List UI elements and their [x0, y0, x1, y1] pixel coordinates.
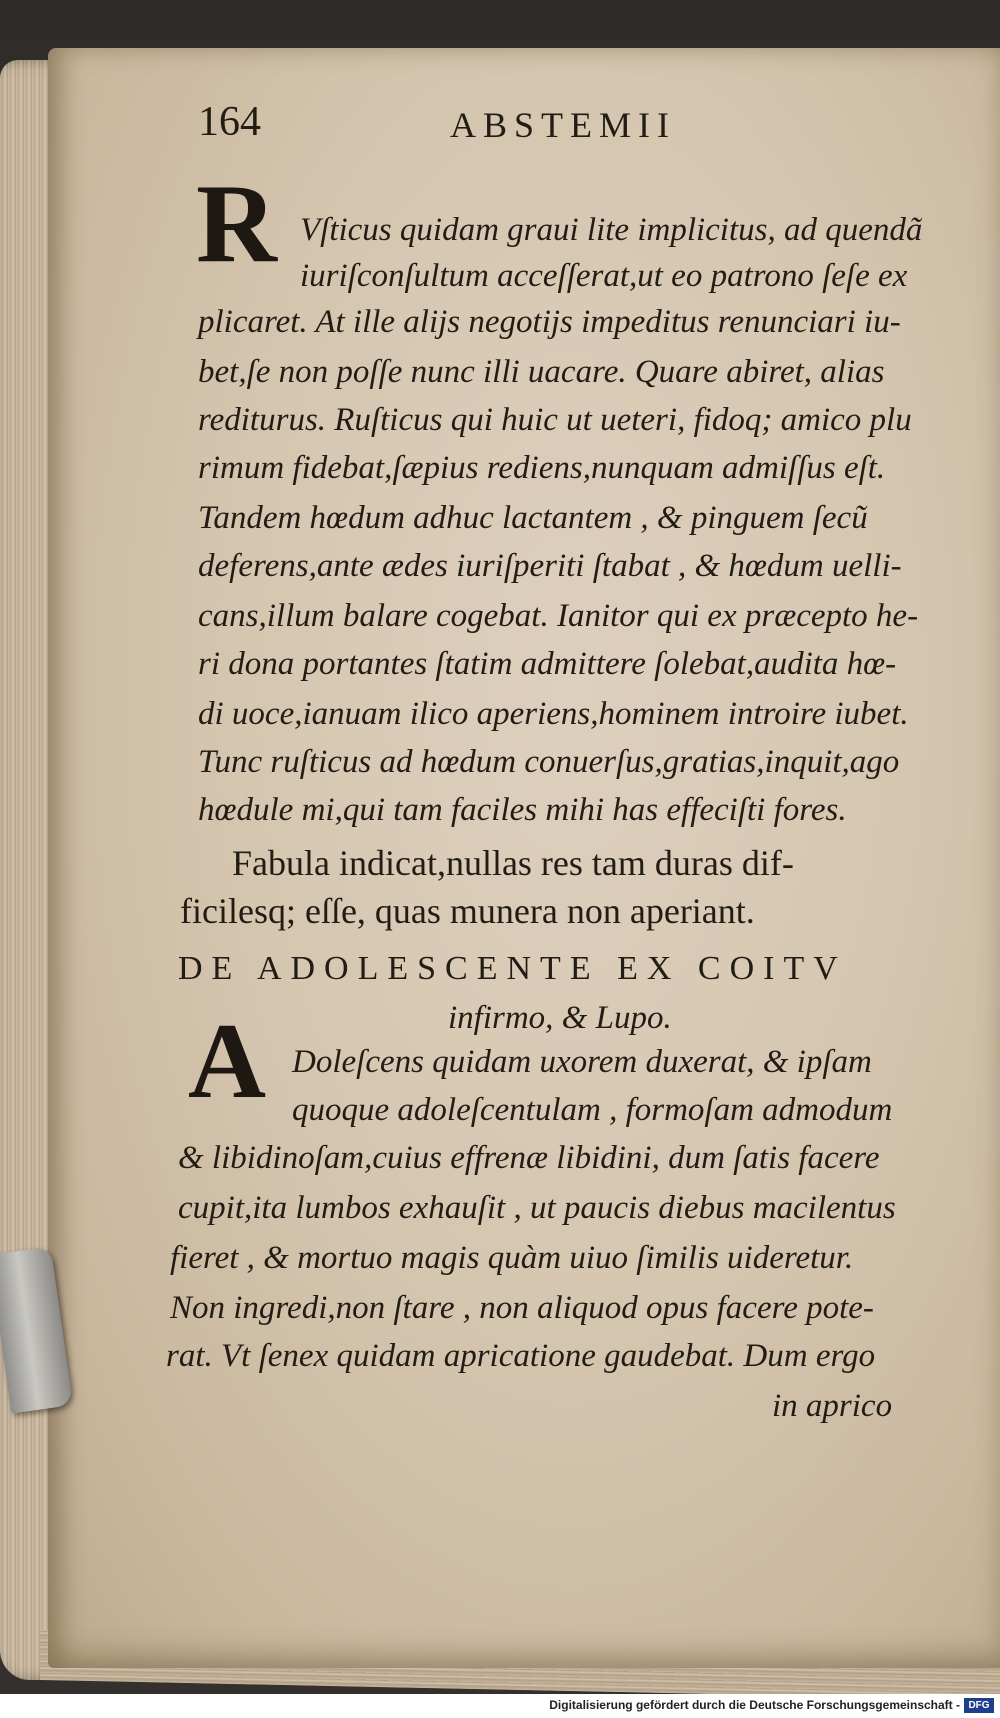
text-line: Doleſcens quidam uxorem duxerat, & ipſam	[292, 1044, 872, 1080]
moral-line: Fabula indicat,nullas res tam duras dif-	[232, 843, 794, 883]
fable-heading: DE ADOLESCENTE EX COITV	[178, 950, 847, 987]
text-line: ri dona portantes ſtatim admittere ſolebat,audita hœ-	[198, 646, 897, 682]
text-line: Non ingredi,non ſtare , non aliquod opus facere pote-	[170, 1290, 874, 1326]
text-line: deferens,ante ædes iuriſperiti ſtabat , & hœdum uelli-	[198, 548, 902, 584]
moral-line: ficilesq; eſſe, quas munera non aperiant.	[180, 891, 755, 931]
text-line: hœdule mi,qui tam faciles mihi has effeciſti fores.	[198, 792, 847, 828]
text-line: Tunc ruſticus ad hœdum conuerſus,gratias,inquit,ago	[198, 744, 900, 780]
text-line: Vſticus quidam graui lite implicitus, ad quendã	[300, 212, 923, 248]
text-line: quoque adoleſcentulam , formoſam admodum	[292, 1092, 893, 1128]
footer-bar	[0, 1694, 1000, 1718]
fable-subheading: infirmo, & Lupo.	[448, 1000, 672, 1036]
text-line: di uoce,ianuam ilico aperiens,hominem introire iubet.	[198, 696, 909, 732]
text-line: Tandem hœdum adhuc lactantem , & pinguem ſecũ	[198, 500, 868, 536]
text-line: rimum fidebat,ſæpius rediens,nunquam admiſſus eſt.	[198, 450, 886, 486]
text-line: & libidinoſam,cuius effrenæ libidini, dum ſatis facere	[178, 1140, 880, 1176]
text-line: rat. Vt ſenex quidam apricatione gaudebat. Dum ergo	[166, 1338, 876, 1374]
dropcap-r: R	[196, 162, 277, 286]
text-line: iuriſconſultum acceſſerat,ut eo patrono ſeſe ex	[300, 258, 908, 294]
funding-credit: Digitalisierung gefördert durch die Deutsche Forschungsgemeinschaft -	[549, 1698, 960, 1712]
page-number: 164	[198, 99, 261, 145]
dropcap-a: A	[188, 1002, 266, 1121]
text-line: cupit,ita lumbos exhauſit , ut paucis diebus macilentus	[178, 1190, 896, 1226]
text-line: rediturus. Ruſticus qui huic ut ueteri, fidoq; amico plu	[198, 402, 912, 438]
text-line: bet,ſe non poſſe nunc illi uacare. Quare abiret, alias	[198, 354, 885, 390]
text-line: cans,illum balare cogebat. Ianitor qui ex præcepto he-	[198, 598, 919, 634]
dfg-logo: DFG	[964, 1698, 994, 1713]
running-title: ABSTEMII	[450, 105, 676, 145]
text-line: fieret , & mortuo magis quàm uiuo ſimilis uideretur.	[170, 1240, 854, 1276]
text-line: plicaret. At ille alijs negotijs impeditus renunciari iu-	[198, 304, 901, 340]
catchword: in aprico	[772, 1388, 893, 1424]
